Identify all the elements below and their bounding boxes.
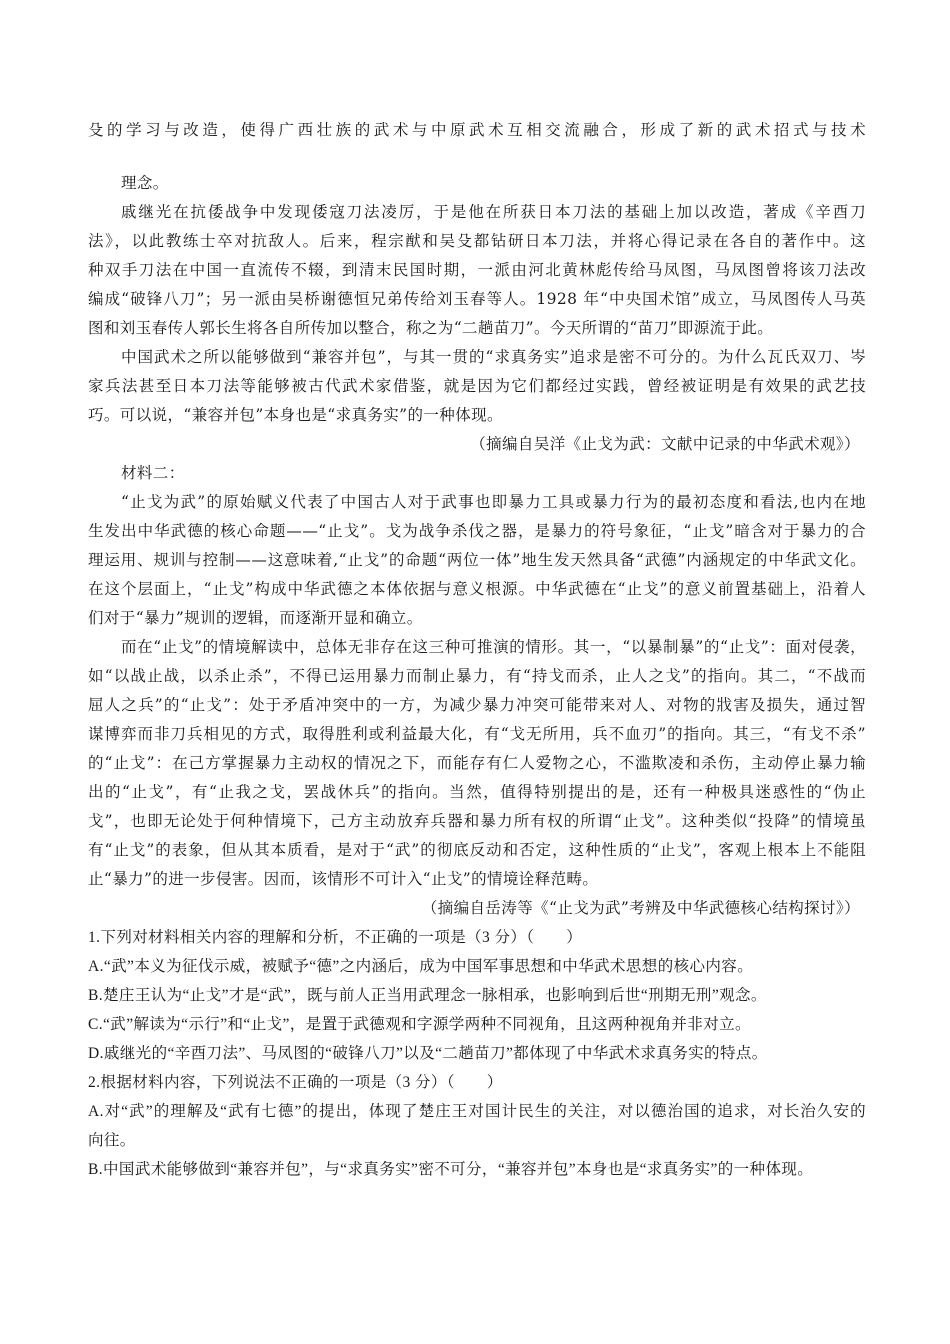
question-2-option-a-cont: 向往。: [88, 1132, 136, 1149]
text-line: 戚继光在抗倭战争中发现倭寇刀法凌厉，于是他在所获日本刀法的基础上加以改造，著成《辛酉刀: [121, 203, 866, 221]
text-line: 图和刘玉春传人郭长生将各自所传加以整合，称之为“二趟苗刀”。今天所谓的“苗刀”即源流于此。: [88, 319, 774, 337]
text-line: 止“暴力”的进一步侵害。因而，该情形不可计入“止戈”的情境诠释范畴。: [88, 870, 599, 888]
text-line: 巧。可以说，“兼容并包”本身也是“求真务实”的一种体现。: [88, 406, 503, 424]
text-line: “止戈为武”的原始赋义代表了中国古人对于武事也即暴力工具或暴力行为的最初态度和看法,也内在地: [121, 493, 866, 511]
text-line: 们对于“暴力”规训的逻辑，而逐渐开显和确立。: [88, 609, 423, 627]
exam-page: [88, 116, 866, 1184]
text-line: 在这个层面上，“止戈”构成中华武德之本体依据与意义根源。中华武德在“止戈”的意义前置基础上，沿着人: [88, 580, 866, 598]
text-line: 戈”，也即无论处于何种情境下，己方主动放弃兵器和暴力所有权的所谓“止戈”。这种类似“投降”的情境虽: [88, 812, 866, 830]
question-2-stem: 2.根据材料内容，下列说法不正确的一项是（3 分）（ ）: [88, 1074, 503, 1091]
text-line: 谋博弈而非刀兵相见的方式，取得胜利或利益最大化，有“戈无所用，兵不血刃”的指向。其三，“有戈不杀”: [88, 725, 866, 743]
text-line: 中国武术之所以能够做到“兼容并包”，与其一贯的“求真务实”追求是密不可分的。为什么瓦氏双刀、岑: [121, 348, 866, 366]
text-line: 理念。: [121, 174, 169, 192]
text-line: 如“以战止战，以杀止杀”，不得已运用暴力而制止暴力，有“持戈而杀，止人之戈”的指向。其二，“不战而: [88, 667, 866, 685]
text-line: 有“止戈”的表象，但从其本质看，是对于“武”的彻底反动和否定，这种性质的“止戈”，客观上根本上不能阻: [88, 841, 866, 859]
text-line: 法》，以此教练士卒对抗敌人。后来，程宗猷和吴殳都钻研日本刀法，并将心得记录在各自的著作中。这: [88, 232, 866, 250]
text-line: 而在“止戈”的情境解读中，总体无非存在这三种可推演的情形。其一，“以暴制暴”的“止戈”：面对侵袭，: [121, 638, 866, 656]
question-1-option-a: A.“武”本义为征伐示威，被赋予“德”之内涵后，成为中国军事思想和中华武术思想的核心内容。: [88, 958, 754, 975]
question-2-option-b: B.中国武术能够做到“兼容并包”，与“求真务实”密不可分，“兼容并包”本身也是“求真务实”的一种体现。: [88, 1161, 814, 1178]
source-citation: （摘编自岳涛等《“止戈为武”考辨及中华武德核心结构探讨》）: [421, 899, 860, 917]
question-1-option-c: C.“武”解读为“示行”和“止戈”，是置于武德观和字源学两种不同视角，且这两种视角并非对立。: [88, 1016, 751, 1033]
section-heading: 材料二：: [121, 464, 185, 482]
text-line: 出的“止戈”，有“止我之戈，罢战休兵”的指向。当然，值得特别提出的是，还有一种极具迷惑性的“伪止: [88, 783, 866, 801]
text-line: 种双手刀法在中国一直流传不辍，到清末民国时期，一派由河北黄林彪传给马凤图，马凤图曾将该刀法改: [88, 261, 866, 279]
question-1-option-d: D.戚继光的“辛酉刀法”、马凤图的“破锋八刀”以及“二趟苗刀”都体现了中华武术求真务实的特点。: [88, 1045, 768, 1062]
text-line: 理运用、规训与控制——这意味着,“止戈”的命题“两位一体”地生发天然具备“武德”内涵规定的中华武文化。: [88, 551, 866, 569]
text-line: 家兵法甚至日本刀法等能够被古代武术家借鉴，就是因为它们都经过实践，曾经被证明是有效果的武艺技: [88, 377, 866, 395]
text-line: 殳的学习与改造，使得广西壮族的武术与中原武术互相交流融合，形成了新的武术招式与技术: [88, 121, 866, 139]
question-2-option-a: A.对“武”的理解及“武有七德”的提出，体现了楚庄王对国计民生的关注，对以德治国的追求，对长治久安的: [88, 1103, 866, 1120]
question-1-stem: 1.下列对材料相关内容的理解和分析，不正确的一项是（3 分）（ ）: [88, 929, 583, 946]
question-1-option-b: B.楚庄王认为“止戈”才是“武”，既与前人正当用武理念一脉相承，也影响到后世“刑期无刑”观念。: [88, 987, 767, 1004]
text-line: 生发出中华武德的核心命题——“止戈”。戈为战争杀伐之器，是暴力的符号象征，“止戈”暗含对于暴力的合: [88, 522, 866, 540]
source-citation: （摘编自吴洋《止戈为武：文献中记录的中华武术观》）: [470, 435, 860, 453]
text-line: 编成“破锋八刀”；另一派由吴桥谢德恒兄弟传给刘玉春等人。1928 年“中央国术馆”成立，马凤图传人马英: [88, 290, 866, 308]
text-line: 屈人之兵”的“止戈”：处于矛盾冲突中的一方，为减少暴力冲突可能带来对人、对物的戕害及损失，通过智: [88, 696, 866, 714]
text-line: 的“止戈”：在己方掌握暴力主动权的情况之下，而能存有仁人爱物之心，不滥欺凌和杀伤，主动停止暴力输: [88, 754, 866, 772]
